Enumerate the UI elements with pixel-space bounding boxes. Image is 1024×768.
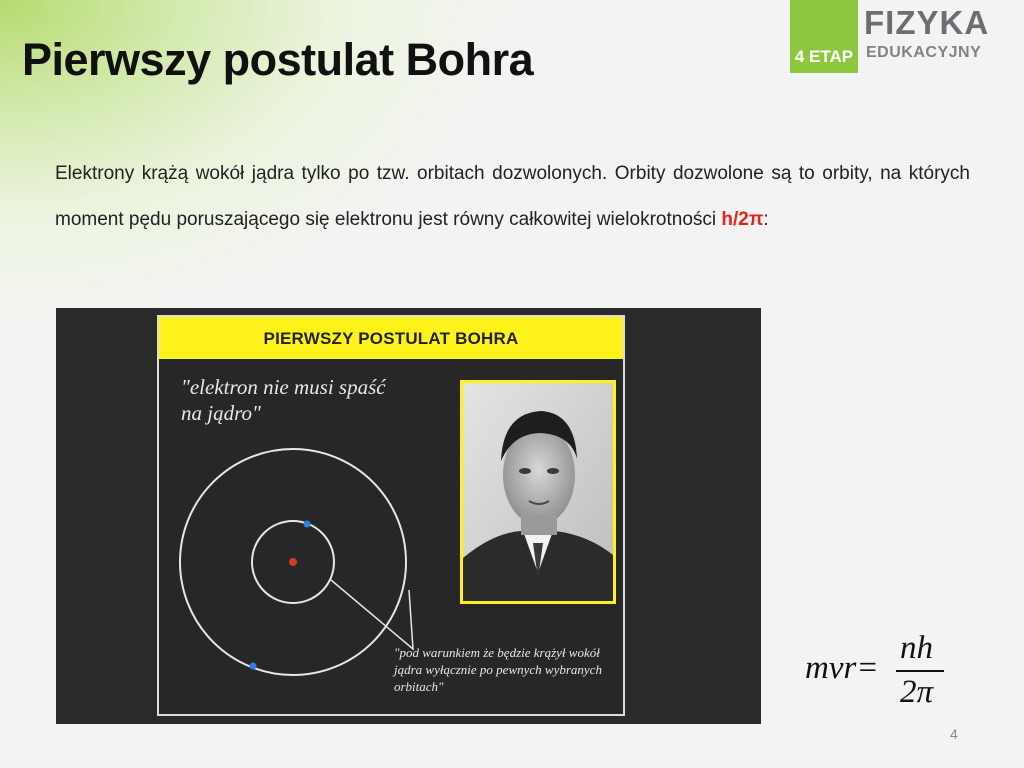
fizyka-logo: [790, 0, 1024, 75]
postulate-description: [55, 151, 970, 243]
logo-tagline: EDUKACYJNY: [866, 44, 982, 61]
slide-title: Pierwszy postulat Bohra: [22, 34, 534, 85]
fraction-bar: [896, 670, 944, 672]
logo-green-block: [790, 0, 858, 40]
electron-inner: [304, 521, 311, 528]
description-text: Elektrony krążą wokół jądra tylko po tzw. orbitach dozwolonych. Orbity dozwolone są to orbity, na których moment pędu poruszającego się elektronu jest równy całkowitej wielokrotności: [55, 163, 970, 230]
page-number: 4: [950, 726, 958, 742]
formula-numerator: nh: [900, 630, 933, 666]
logo-badge: 4 ETAP: [790, 40, 858, 73]
highlight-formula: h/2π: [721, 209, 764, 230]
logo-name: FIZYKA: [864, 4, 990, 41]
formula-lhs: mvr=: [805, 650, 879, 686]
angular-momentum-formula: [800, 632, 960, 717]
illustration-frame: [157, 315, 625, 716]
quote-bottom: "pod warunkiem że będzie krążył wokół jądra wyłącznie po pewnych wybranych orbitach": [394, 645, 602, 694]
illustration-header: PIERWSZY POSTULAT BOHRA: [159, 317, 623, 359]
bohr-portrait: [460, 380, 616, 604]
description-colon: :: [763, 209, 769, 230]
portrait-image: [463, 383, 613, 601]
nucleus: [289, 558, 297, 566]
quote-top: "elektron nie musi spaść na jądro": [181, 375, 386, 425]
callout-pointer: [331, 580, 413, 649]
formula-denominator: 2π: [900, 674, 934, 710]
electron-outer: [250, 663, 257, 670]
bohr-illustration: [56, 308, 761, 724]
